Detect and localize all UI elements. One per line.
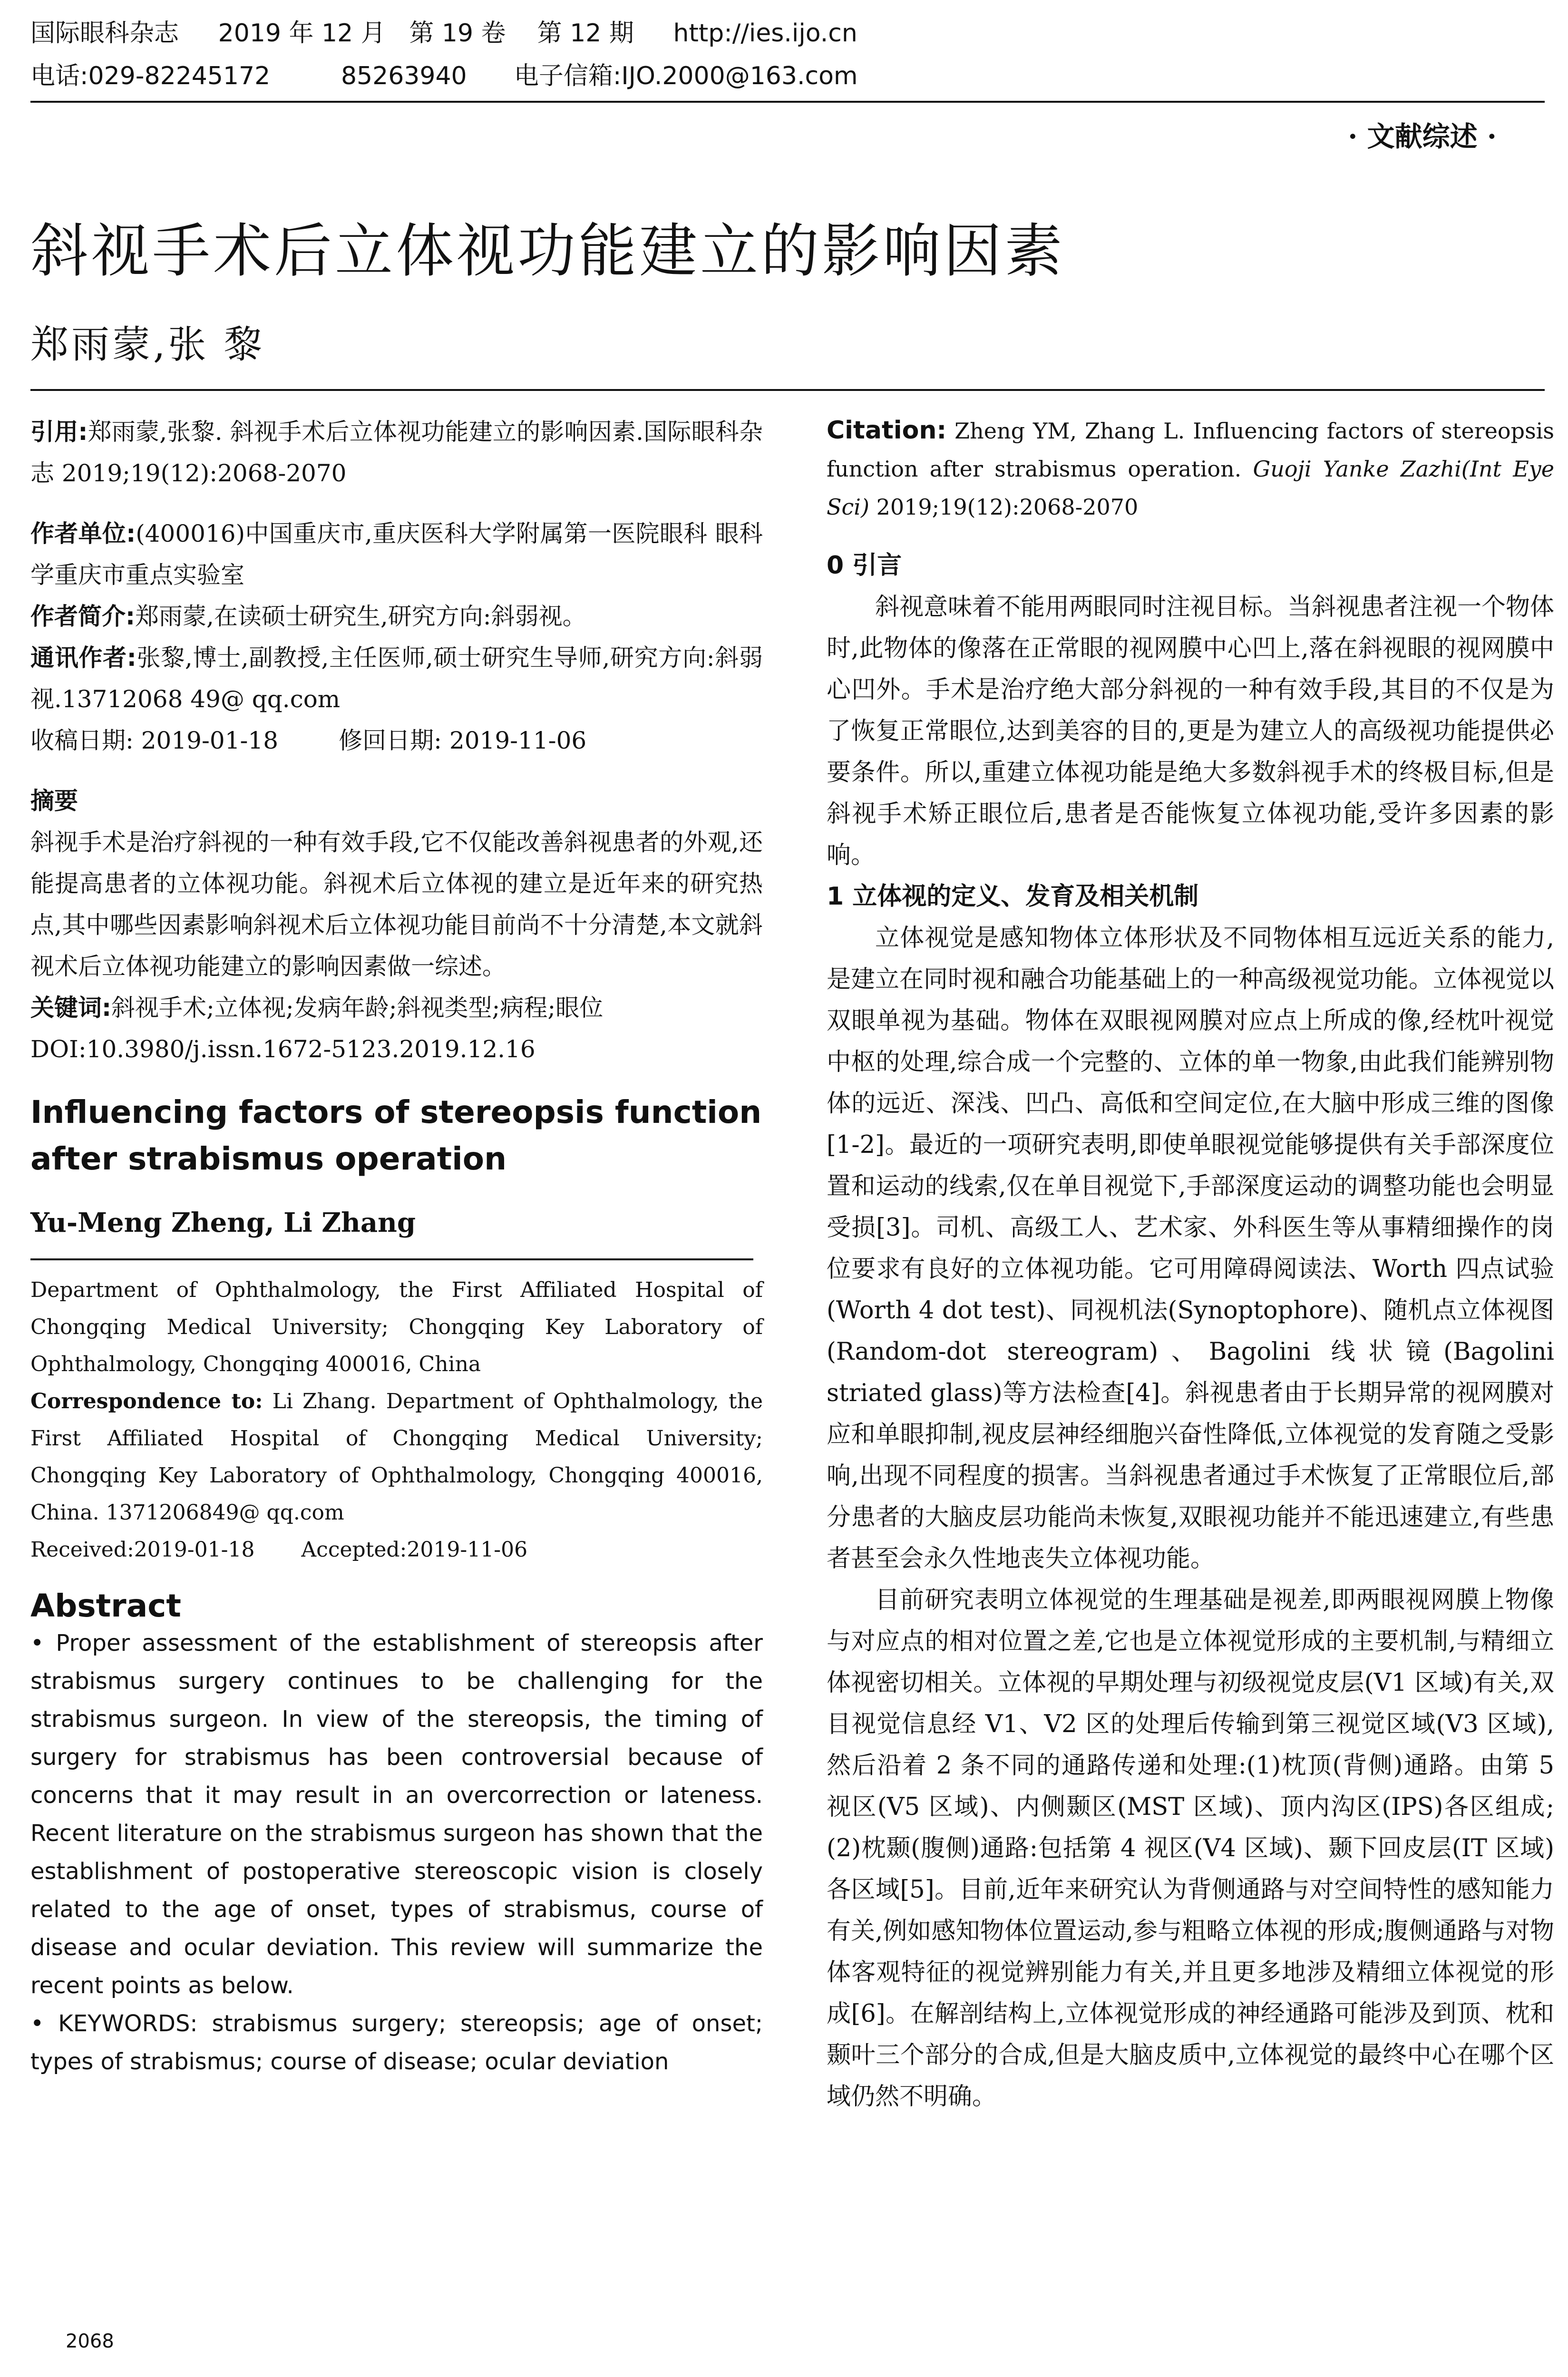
english-abstract-label: Abstract	[30, 1588, 181, 1624]
paper-authors: 郑雨蒙,张 黎	[30, 322, 265, 367]
section-0-paragraph: 斜视意味着不能用两眼同时注视目标。当斜视患者注视一个物体时,此物体的像落在正常眼的视网膜中心凹上,落在斜视眼的视网膜中心凹外。手术是治疗绝大部分斜视的一种有效手段,其目的不仅是为了恢复正常眼位,达到美容的目的,更是为建立人的高级视功能提供必要条件。所以,重建立体视功能是绝大多数斜视手术的终极目标,但是斜视手术矫正眼位后,患者是否能恢复立体视功能,受许多因素的影响。	[827, 593, 1555, 869]
journal-header-line2: 电话:029-82245172 85263940 电子信箱:IJO.2000@163.com	[30, 62, 858, 90]
english-title: Influencing factors of stereopsis function after strabismus operation	[30, 1094, 762, 1177]
english-abstract: • Proper assessment of the establishment of stereopsis after strabismus surgery continues to be challenging for the strabismus surgeon. In view of the stereopsis, the timing of surgery for strabismus has been controversial because of concerns that it may result in an overcorrection or lateness. Recent literature on the strabismus surgeon has shown that the establishment of postoperative stereoscopic vision is closely related to the age of onset, types of strabismus, course of disease and ocular deviation. This review will summarize the recent points as below.	[30, 1630, 763, 1999]
english-authors-rule	[30, 1238, 753, 1260]
citation-zh: 引用:郑雨蒙,张黎. 斜视手术后立体视功能建立的影响因素.国际眼科杂志 2019;19(12):2068-2070	[30, 418, 763, 487]
citation-en: Citation: Zheng YM, Zhang L. Influencing factors of stereopsis function after strabismus operation. Guoji Yanke Zazhi(Int Eye Sci) 2019;19(12):2068-2070	[827, 416, 1554, 520]
section-1-paragraph-1: 立体视觉是感知物体立体形状及不同物体相互远近关系的能力,是建立在同时视和融合功能基础上的一种高级视觉功能。立体视觉以双眼单视为基础。物体在双眼视网膜对应点上所成的像,经枕叶视觉中枢的处理,综合成一个完整的、立体的单一物象,由此我们能辨别物体的远近、深浅、凹凸、高低和空间定位,在大脑中形成三维的图像[1-2]。最近的一项研究表明,即使单眼视觉能够提供有关手部深度位置和运动的线索,仅在单目视觉下,手部深度运动的调整功能也会明显受损[3]。司机、高级工人、艺术家、外科医生等从事精细操作的岗位要求有良好的立体视功能。它可用障碍阅读法、Worth 四点试验(Worth 4 dot test)、同视机法(Synoptophore)、随机点立体视图(Random-dot stereogram)、Bagolini 线状镜(Bagolini striated glass)等方法检查[4]。斜视患者由于长期异常的视网膜对应和单眼抑制,视皮层神经细胞兴奋性降低,立体视觉的发育随之受影响,出现不同程度的损害。当斜视患者通过手术恢复了正常眼位后,部分患者的大脑皮层功能尚未恢复,双眼视功能并不能迅速建立,有些患者甚至会永久性地丧失立体视功能。	[827, 924, 1555, 1573]
keywords-zh: 关键词:斜视手术;立体视;发病年龄;斜视类型;病程;眼位	[30, 994, 604, 1022]
english-department: Department of Ophthalmology, the First Affiliated Hospital of Chongqing Medical University; Chongqing Key Laboratory of Ophthalmology, Chongqing 400016, China	[30, 1278, 763, 1376]
english-authors: Yu-Meng Zheng, Li Zhang	[30, 1207, 416, 1238]
header-rule	[30, 101, 1545, 103]
english-dates: Received:2019-01-18 Accepted:2019-11-06	[30, 1538, 528, 1562]
corresponding-author: 通讯作者:张黎,博士,副教授,主任医师,硕士研究生导师,研究方向:斜弱视.13712068 49@ qq.com	[30, 644, 763, 713]
section-1-paragraph-2: 目前研究表明立体视觉的生理基础是视差,即两眼视网膜上物像与对应点的相对位置之差,它也是立体视觉形成的主要机制,与精细立体视密切相关。立体视的早期处理与初级视觉皮层(V1 区域)有关,双目视觉信息经 V1、V2 区的处理后传输到第三视觉区域(V3 区域),然后沿着 2 条不同的通路传递和处理:(1)枕顶(背侧)通路。由第 5 视区(V5 区域)、内侧颞区(MST 区域)、顶内沟区(IPS)各区组成;(2)枕颞(腹侧)通路:包括第 4 视区(V4 区域)、颞下回皮层(IT 区域)各区域[5]。目前,近年来研究认为背侧通路与对空间特性的感知能力有关,例如感知物体位置运动,参与粗略立体视的形成;腹侧通路与对物体客观特征的视觉辨别能力有关,并且更多地涉及精细立体视觉的形成[6]。在解剖结构上,立体视觉形成的神经通路可能涉及到顶、枕和颞叶三个部分的合成,但是大脑皮质中,立体视觉的最终中心在哪个区域仍然不明确。	[827, 1586, 1554, 2111]
received-dates: 收稿日期: 2019-01-18 修回日期: 2019-11-06	[30, 727, 587, 754]
english-keywords: • KEYWORDS: strabismus surgery; stereopsis; age of onset; types of strabismus; course of disease; ocular deviation	[30, 2010, 763, 2075]
doi: DOI:10.3980/j.issn.1672-5123.2019.12.16	[30, 1035, 536, 1063]
author-bio: 作者简介:郑雨蒙,在读硕士研究生,研究方向:斜弱视。	[30, 603, 586, 630]
abstract-zh: 斜视手术是治疗斜视的一种有效手段,它不仅能改善斜视患者的外观,还能提高患者的立体视功能。斜视术后立体视的建立是近年来的研究热点,其中哪些因素影响斜视术后立体视功能目前尚不十分清楚,本文就斜视术后立体视功能建立的影响因素做一综述。	[30, 828, 763, 980]
section-0-heading: 0 引言	[827, 551, 902, 580]
english-correspondence: Correspondence to: Li Zhang. Department of Ophthalmology, the First Affiliated Hospital of Chongqing Medical University; Chongqing Key Laboratory of Ophthalmology, Chongqing 400016, China. 1371206849@ qq.com	[30, 1389, 763, 1525]
section-tag: · 文献综述 ·	[1348, 120, 1497, 153]
paper-title: 斜视手术后立体视功能建立的影响因素	[30, 217, 1065, 285]
abstract-label: 摘要	[30, 787, 78, 815]
section-1-heading: 1 立体视的定义、发育及相关机制	[827, 882, 1199, 911]
left-column	[30, 411, 763, 2081]
affiliation: 作者单位:(400016)中国重庆市,重庆医科大学附属第一医院眼科 眼科学重庆市重点实验室	[30, 520, 763, 589]
right-column	[827, 411, 1554, 2117]
journal-header-line1: 国际眼科杂志 2019 年 12 月 第 19 卷 第 12 期 http://ies.ijo.cn	[30, 19, 857, 48]
page-number: 2068	[66, 2330, 114, 2352]
title-rule	[30, 389, 1545, 391]
